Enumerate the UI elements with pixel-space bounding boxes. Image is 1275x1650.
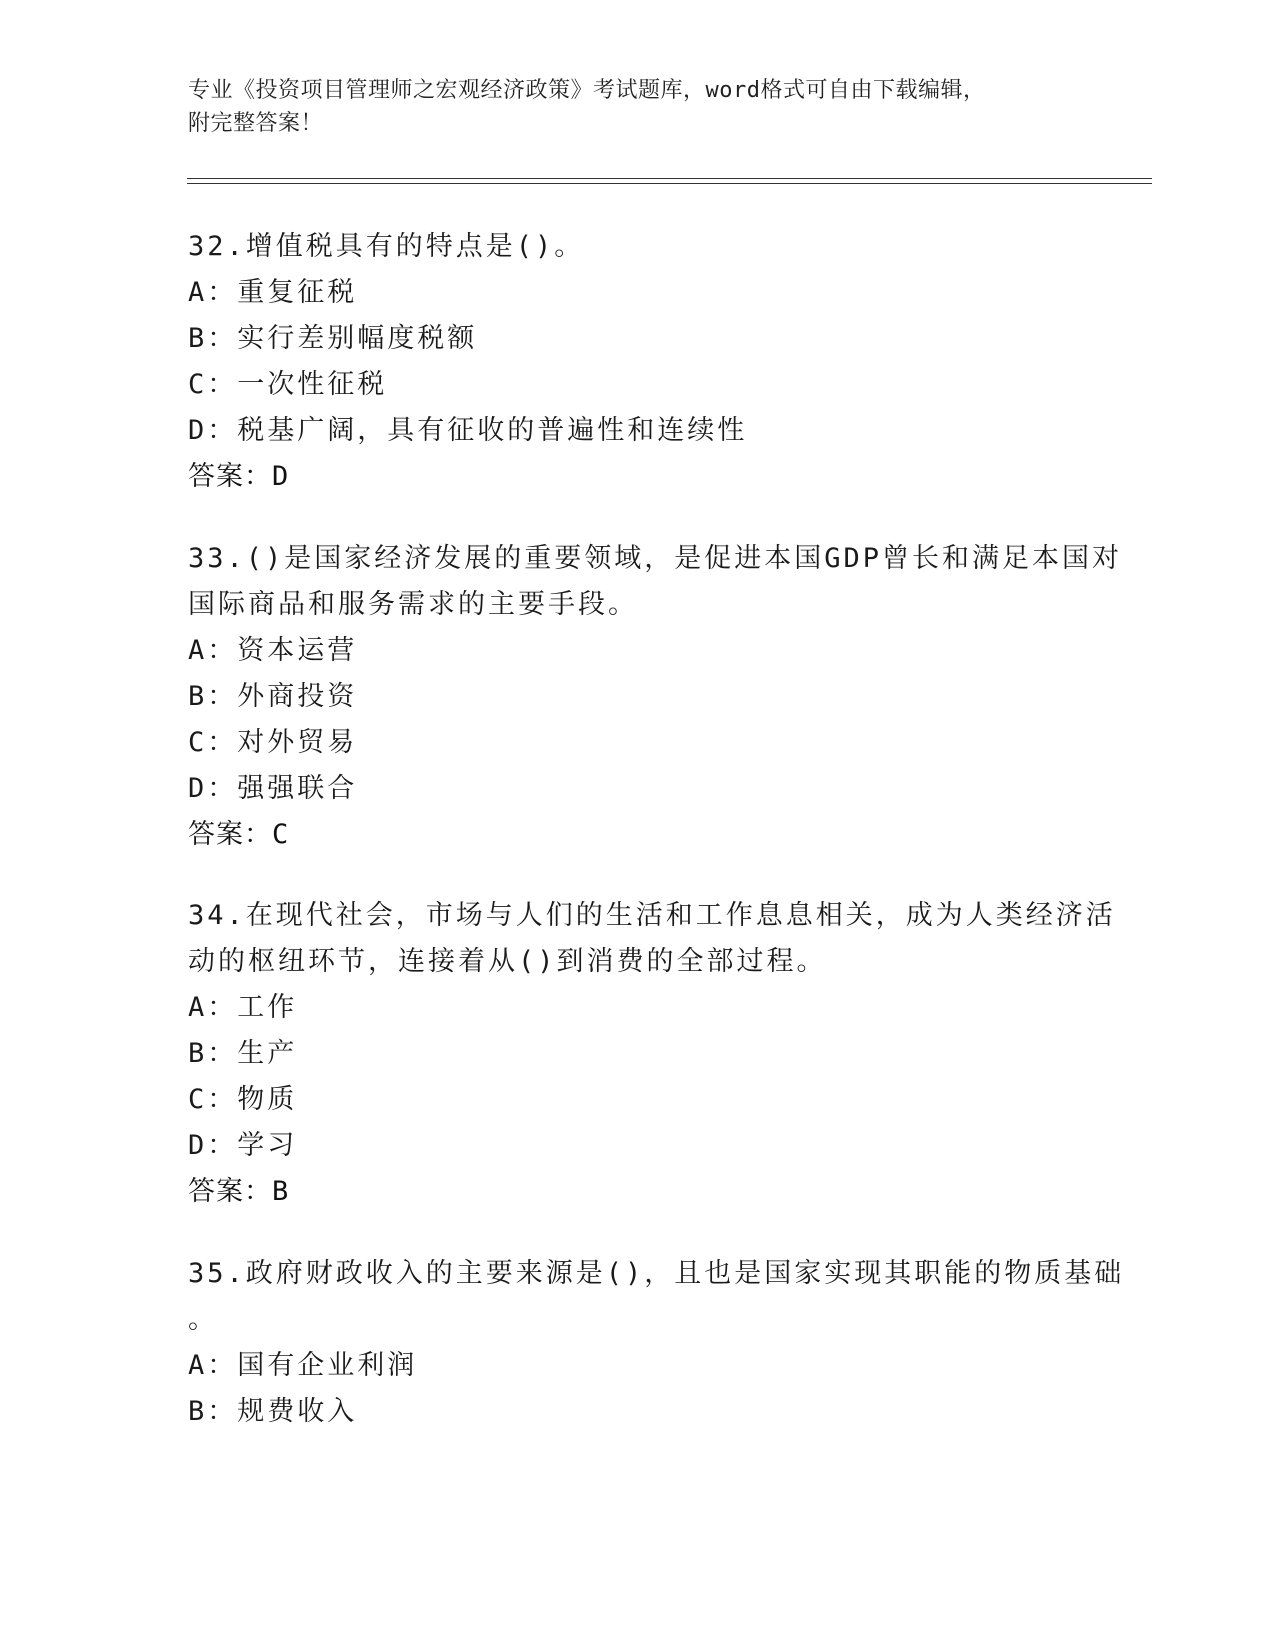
- question-stem-line-2: 。: [188, 1304, 218, 1335]
- option-c: C：物质: [188, 1084, 298, 1115]
- option-b: B：实行差别幅度税额: [188, 323, 478, 354]
- question-stem-line-2: 国际商品和服务需求的主要手段。: [188, 589, 638, 620]
- question-stem-line-2: 动的枢纽环节，连接着从()到消费的全部过程。: [188, 946, 827, 977]
- question-33: [188, 536, 1123, 858]
- answer-line: [188, 454, 1088, 500]
- option-d: D：学习: [188, 1130, 298, 1161]
- option-b: B：生产: [188, 1038, 298, 1069]
- question-stem-line-1: 35.政府财政收入的主要来源是()，且也是国家实现其职能的物质基础: [188, 1258, 1125, 1289]
- answer-label: 答案：: [188, 819, 272, 850]
- header-line-2: 附完整答案！: [188, 111, 324, 136]
- header-line-1: 专业《投资项目管理师之宏观经济政策》考试题库，word格式可自由下载编辑，: [188, 78, 986, 103]
- option-a: A：国有企业利润: [188, 1350, 418, 1381]
- answer-value: C: [272, 819, 290, 850]
- answer-value: B: [272, 1176, 290, 1207]
- option-a: A：工作: [188, 992, 298, 1023]
- option-d: D：税基广阔，具有征收的普遍性和连续性: [188, 415, 748, 446]
- option-a: A：资本运营: [188, 635, 358, 666]
- answer-value: D: [272, 461, 290, 492]
- option-d: D：强强联合: [188, 773, 358, 804]
- option-a: A：重复征税: [188, 277, 358, 308]
- answer-line: [188, 1169, 1088, 1215]
- question-stem-line-1: 34.在现代社会，市场与人们的生活和工作息息相关，成为人类经济活: [188, 900, 1116, 931]
- header-divider-top: [187, 178, 1152, 179]
- question-35: [188, 1251, 1125, 1435]
- option-c: C：一次性征税: [188, 369, 388, 400]
- question-34: [188, 893, 1116, 1215]
- question-stem-line-1: 33.()是国家经济发展的重要领域，是促进本国GDP曾长和满足本国对: [188, 543, 1123, 574]
- answer-label: 答案：: [188, 1176, 272, 1207]
- option-b: B：规费收入: [188, 1396, 358, 1427]
- document-header: [188, 74, 1068, 140]
- answer-label: 答案：: [188, 461, 272, 492]
- header-divider-bottom: [187, 183, 1152, 184]
- answer-line: [188, 812, 1088, 858]
- option-b: B：外商投资: [188, 681, 358, 712]
- question-32: [188, 224, 1088, 500]
- option-c: C：对外贸易: [188, 727, 358, 758]
- question-stem: 32.增值税具有的特点是()。: [188, 231, 585, 262]
